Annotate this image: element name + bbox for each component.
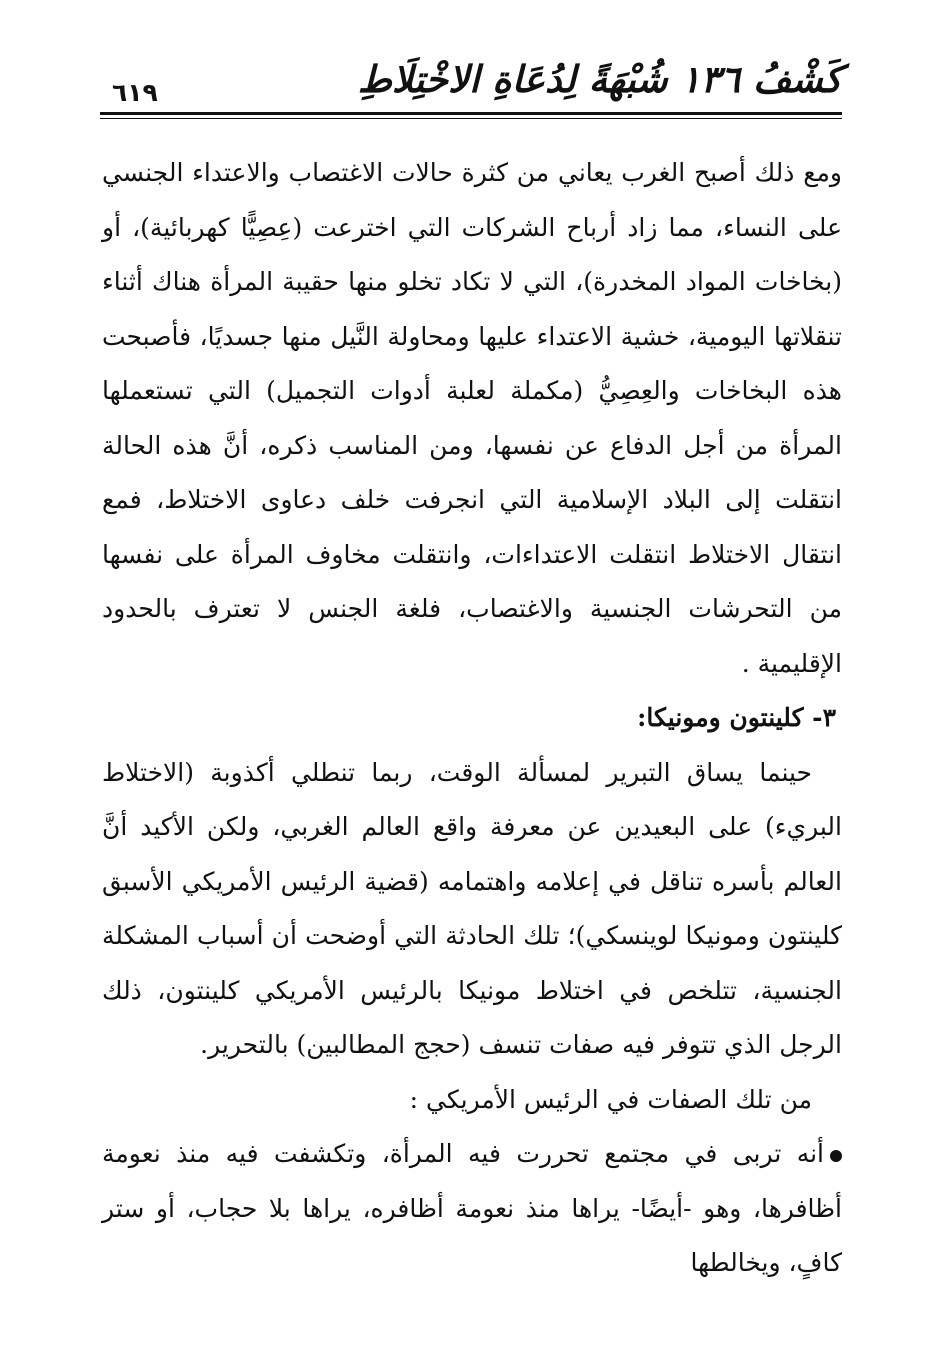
list-item	[102, 1127, 842, 1291]
page-body	[102, 146, 842, 1291]
page-number: ٦١٩	[112, 78, 158, 107]
section-paragraph: حينما يساق التبرير لمسألة الوقت، ربما تنطلي أكذوبة (الاختلاط البريء) على البعيدين عن معرفة واقع العالم الغربي، ولكن الأكيد أنَّ العالم بأسره تناقل في إعلامه واهتمامه (قضية الرئيس الأمريكي الأسبق كلينتون ومونيكا لوينسكي)؛ تلك الحادثة التي أوضحت أن أسباب المشكلة الجنسية، تتلخص في اختلاط مونيكا بالرئيس الأمريكي كلينتون، ذلك الرجل الذي تتوفر فيه صفات تنسف (حجج المطالبين) بالتحرير.	[102, 757, 843, 1059]
list-item-text: أنه تربى في مجتمع تحررت فيه المرأة، وتكشفت فيه منذ نعومة أظافرها، وهو -أيضًا- يراها منذ نعومة أظافره، يراها بلا حجاب، أو ستر كافٍ، ويخالطها	[102, 1139, 842, 1277]
bullet-list	[102, 1127, 842, 1291]
list-intro: من تلك الصفات في الرئيس الأمريكي :	[409, 1084, 812, 1114]
book-title: كَشْفُ ١٣٦ شُبْهَةً لِدُعَاةِ الاخْتِلَاطِ	[357, 58, 842, 101]
body-paragraph: ومع ذلك أصبح الغرب يعاني من كثرة حالات الاغتصاب والاعتداء الجنسي على النساء، مما زاد أرباح الشركات التي اخترعت (عِصِيًّا كهربائية)، أو (بخاخات المواد المخدرة)، التي لا تكاد تخلو منها حقيبة المرأة هناك أثناء تنقلاتها اليومية، خشية الاعتداء عليها ومحاولة النَّيل منها جسديًا، فأصبحت هذه البخاخات والعِصِيُّ (مكملة لعلبة أدوات التجميل) التي تستعملها المرأة من أجل الدفاع عن نفسها، ومن المناسب ذكره، أنَّ هذه الحالة انتقلت إلى البلاد الإسلامية التي انجرفت خلف دعاوى الاختلاط، فمع انتقال الاختلاط انتقلت الاعتداءات، وانتقلت مخاوف المرأة على نفسها من التحرشات الجنسية والاغتصاب، فلغة الجنس لا تعترف بالحدود الإقليمية .	[102, 158, 842, 678]
header-rule-thin	[100, 118, 842, 119]
bullet-icon	[830, 1150, 842, 1162]
header-rule	[100, 112, 842, 115]
page-header	[100, 52, 842, 124]
section-heading: ٣- كلينتون ومونيكا:	[637, 703, 836, 732]
